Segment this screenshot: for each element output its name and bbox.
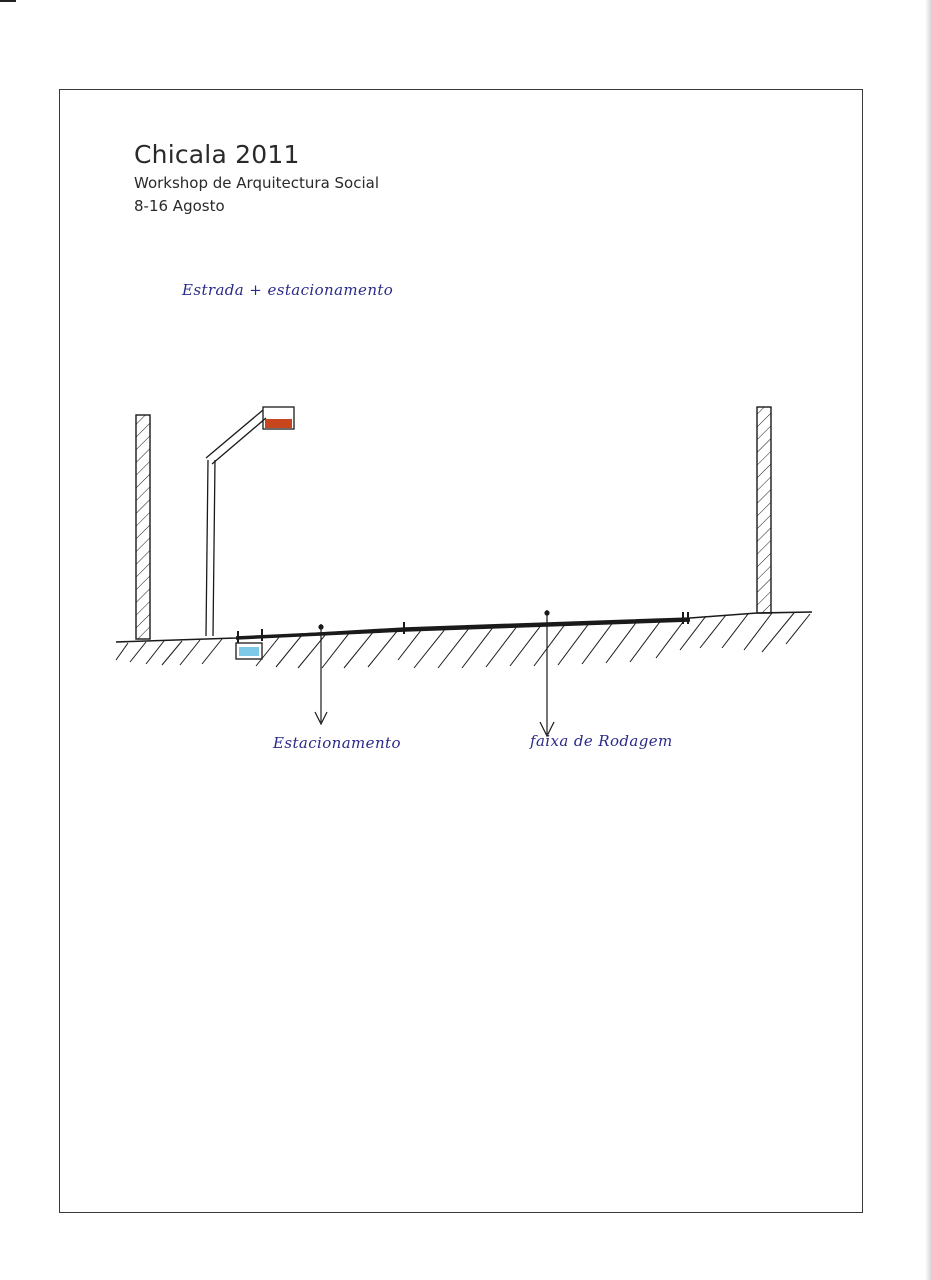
page-title: Chicala 2011	[134, 140, 300, 169]
ground-line	[116, 612, 812, 642]
workshop-dates: 8-16 Agosto	[134, 197, 225, 215]
parking-label: Estacionamento	[273, 734, 401, 752]
lamp-shade	[265, 419, 292, 428]
lane-arrow	[540, 610, 554, 736]
drainage-channel	[236, 643, 262, 659]
parking-arrow	[315, 624, 327, 724]
left-building-wall	[136, 415, 150, 639]
ground-hatching	[116, 613, 810, 668]
traffic-lane-label: faixa de Rodagem	[530, 732, 673, 750]
sketch-title-note: Estrada + estacionamento	[182, 281, 394, 299]
right-building-wall	[757, 407, 771, 613]
workshop-subtitle: Workshop de Arquitectura Social	[134, 174, 379, 192]
street-lamp	[206, 407, 294, 636]
